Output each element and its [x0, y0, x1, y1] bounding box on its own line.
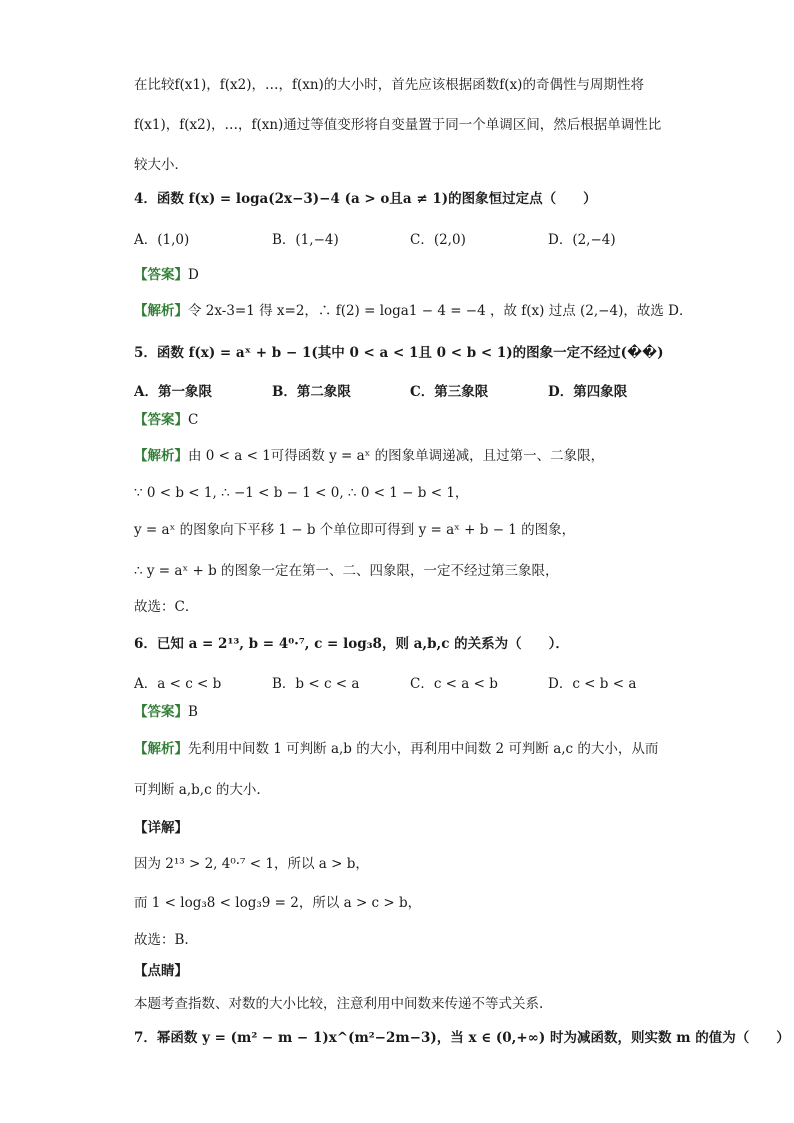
q4-option-b: B．(1,−4) — [272, 232, 339, 248]
q6-answer-value: B — [188, 704, 198, 720]
answer-tag: 【答案】 — [134, 412, 188, 428]
q5-option-b: B．第二象限 — [272, 384, 351, 400]
q6-option-a: A．a < c < b — [134, 676, 222, 692]
q4-answer-value: D — [188, 267, 199, 283]
q6-option-b: B．b < c < a — [272, 676, 360, 692]
q5-answer — [134, 410, 694, 430]
q5-option-c: C．第三象限 — [410, 384, 489, 400]
q5-analysis-2: ∵ 0 < b < 1, ∴ −1 < b − 1 < 0, ∴ 0 < 1 − b < 1， — [134, 485, 469, 501]
q4-option-a: A．(1,0) — [134, 232, 190, 248]
text-line-3: 较大小． — [134, 157, 188, 173]
q6-analysis-1 — [134, 739, 694, 759]
question-6-stem: 6．已知 a = 2¹³, b = 4⁰·⁷, c = log₃8，则 a,b,c 的关系为（ ）． — [134, 636, 569, 652]
q6-detail-2: 而 1 < log₃8 < log₃9 = 2，所以 a > c > b， — [134, 895, 422, 911]
q5-analysis-1 — [134, 446, 694, 466]
q5-option-d: D．第四象限 — [548, 384, 628, 400]
q6-detail-1: 因为 2¹³ > 2, 4⁰·⁷ < 1，所以 a > b， — [134, 856, 369, 872]
analysis-tag: 【解析】 — [134, 448, 188, 464]
text-line-2: f(x1)，f(x2)，…，f(xn)通过等值变形将自变量置于同一个单调区间，然后根据单调性比 — [134, 117, 662, 133]
question-5-stem: 5．函数 f(x) = aˣ + b − 1(其中 0 < a < 1且 0 < b < 1)的图象一定不经过(��) — [134, 345, 664, 361]
answer-tag: 【答案】 — [134, 704, 188, 720]
q6-analysis-2: 可判断 a,b,c 的大小. — [134, 782, 261, 798]
question-7-stem: 7．幂函数 y = (m² − m − 1)x^(m²−2m−3)，当 x ∈ (0,+∞) 时为减函数，则实数 m 的值为（ ） — [134, 1030, 790, 1046]
q6-detail-3: 故选：B. — [134, 932, 189, 948]
q6-comment-1: 本题考查指数、对数的大小比较，注意利用中间数来传递不等式关系. — [134, 996, 544, 1012]
q5-analysis-4: ∴ y = aˣ + b 的图象一定在第一、二、四象限，一定不经过第三象限， — [134, 563, 559, 579]
q6-analysis-text-1: 先利用中间数 1 可判断 a,b 的大小，再利用中间数 2 可判断 a,c 的大小，从而 — [188, 741, 659, 757]
q5-analysis-3: y = aˣ 的图象向下平移 1 − b 个单位即可得到 y = aˣ + b − 1 的图象， — [134, 522, 576, 538]
q4-option-c: C．(2,0) — [410, 232, 466, 248]
q5-answer-value: C — [188, 412, 199, 428]
analysis-tag: 【解析】 — [134, 303, 188, 319]
q6-detail-heading: 【详解】 — [134, 820, 188, 836]
q4-analysis — [134, 301, 694, 321]
q5-analysis-5: 故选：C． — [134, 599, 199, 615]
q5-analysis-text-1: 由 0 < a < 1可得函数 y = aˣ 的图象单调递减，且过第一、二象限， — [188, 448, 605, 464]
question-4-stem: 4．函数 f(x) = loga(2x−3)−4 (a > o且a ≠ 1)的图象恒过定点（ ） — [134, 191, 597, 207]
q4-answer — [134, 265, 694, 285]
analysis-tag: 【解析】 — [134, 741, 188, 757]
q6-option-d: D．c < b < a — [548, 676, 637, 692]
q4-option-d: D．(2,−4) — [548, 232, 616, 248]
q5-option-a: A．第一象限 — [134, 384, 212, 400]
q4-analysis-text: 令 2x-3=1 得 x=2，∴ f(2) = loga1 − 4 = −4 ，故 f(x) 过点 (2,−4)，故选 D． — [188, 303, 693, 319]
text-line-1: 在比较f(x1)，f(x2)，…，f(xn)的大小时，首先应该根据函数f(x)的奇偶性与周期性将 — [134, 77, 644, 93]
q6-comment-heading: 【点睛】 — [134, 963, 188, 979]
q6-answer — [134, 702, 694, 722]
q6-option-c: C．c < a < b — [410, 676, 498, 692]
answer-tag: 【答案】 — [134, 267, 188, 283]
